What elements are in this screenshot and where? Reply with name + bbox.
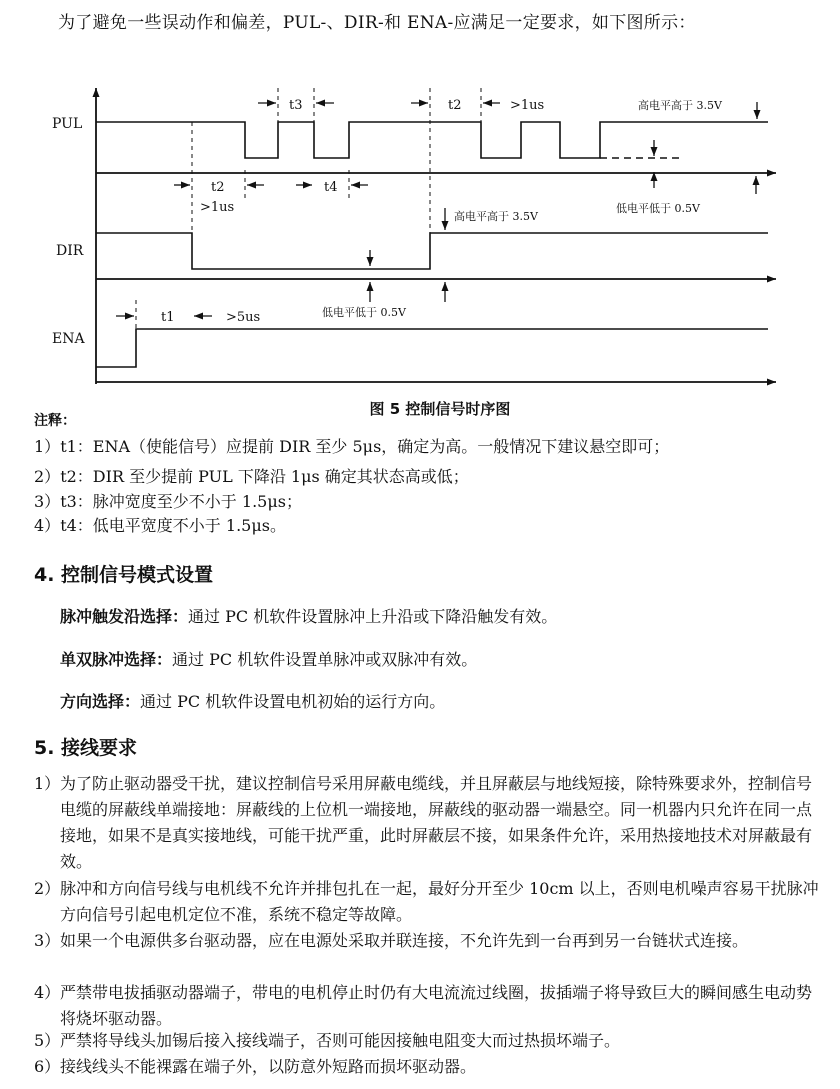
gt1us-low-label: >1us (200, 200, 235, 215)
ena-waveform (96, 329, 768, 367)
gt1us-top-label: >1us (510, 98, 545, 113)
dir-high-level-label: 高电平高于 3.5V (454, 210, 538, 223)
note-number: 2） (34, 467, 61, 486)
mode-label: 脉冲触发沿选择： (60, 607, 189, 626)
note-number: 3） (34, 492, 61, 511)
wiring-text: 严禁带电拔插驱动器端子，带电的电机停止时仍有大电流流过线圈，拔插端子将导致巨大的瞬间感生电动势将烧坏驱动器。 (60, 983, 813, 1028)
wiring-item (34, 1054, 826, 1080)
mode-item (60, 604, 557, 627)
note-text: t3：脉冲宽度至少不小于 1.5μs； (60, 492, 302, 511)
wiring-text: 为了防止驱动器受干扰，建议控制信号采用屏蔽电缆线，并且屏蔽层与地线短接，除特殊要求外，控制信号电缆的屏蔽线单端接地：屏蔽线的上位机一端接地，屏蔽线的驱动器一端悬空。同一机器内只允许在同一点接地，如果不是真实接地线，可能干扰严重，此时屏蔽层不接，如果条件允许，采用热接地技术对屏蔽最有效。 (60, 774, 813, 871)
wiring-text: 脉冲和方向信号线与电机线不允许并排包扎在一起，最好分开至少 10cm 以上，否则电机噪声容易干扰脉冲方向信号引起电机定位不准，系统不稳定等故障。 (60, 879, 819, 924)
wiring-number: 1） (34, 774, 61, 793)
pul-high-level-label: 高电平高于 3.5V (638, 99, 722, 112)
pul-signal-label: PUL (52, 116, 83, 132)
note-number: 4） (34, 516, 61, 535)
note-number: 1） (34, 437, 61, 456)
pul-low-level-label: 低电平低于 0.5V (616, 202, 700, 215)
wiring-item (34, 771, 826, 875)
note-item (34, 464, 469, 487)
wiring-number: 4） (34, 983, 61, 1002)
mode-item (60, 689, 445, 712)
ena-signal-label: ENA (52, 331, 85, 347)
mode-label: 单双脉冲选择： (60, 650, 173, 669)
t4-label: t4 (324, 180, 338, 195)
wiring-number: 5） (34, 1031, 61, 1050)
dir-signal-label: DIR (56, 243, 84, 259)
mode-text: 通过 PC 机软件设置单脉冲或双脉冲有效。 (172, 650, 478, 669)
wiring-number: 3） (34, 931, 61, 950)
section-5-heading: 5. 接线要求 (34, 737, 138, 759)
wiring-text: 接线线头不能裸露在端子外，以防意外短路而损坏驱动器。 (60, 1057, 477, 1076)
wiring-number: 6） (34, 1057, 61, 1076)
mode-label: 方向选择： (60, 692, 141, 711)
wiring-item (34, 876, 826, 928)
notes-title: 注释： (34, 413, 76, 429)
wiring-text: 严禁将导线头加锡后接入接线端子，否则可能因接触电阻变大而过热损坏端子。 (60, 1031, 621, 1050)
note-item (34, 489, 302, 512)
section-4-heading: 4. 控制信号模式设置 (34, 564, 214, 586)
dir-waveform (96, 233, 768, 269)
t3-label: t3 (289, 98, 303, 113)
pul-waveform (96, 122, 768, 158)
note-text: t4：低电平宽度不小于 1.5μs。 (60, 516, 286, 535)
note-text: t1：ENA（使能信号）应提前 DIR 至少 5μs，确定为高。一般情况下建议悬空即可； (60, 437, 670, 456)
figure-caption: 图 5 控制信号时序图 (369, 400, 511, 418)
wiring-text: 如果一个电源供多台驱动器，应在电源处采取并联连接，不允许先到一台再到另一台链状式连接。 (60, 931, 749, 950)
mode-item (60, 647, 477, 670)
intro-text: 为了避免一些误动作和偏差，PUL-、DIR-和 ENA-应满足一定要求，如下图所示： (58, 13, 696, 33)
t1-label: t1 (161, 310, 175, 325)
dir-low-level-label: 低电平低于 0.5V (322, 306, 406, 319)
mode-text: 通过 PC 机软件设置脉冲上升沿或下降沿触发有效。 (188, 607, 558, 626)
note-text: t2：DIR 至少提前 PUL 下降沿 1μs 确定其状态高或低； (60, 467, 469, 486)
t2-low-label: t2 (211, 180, 225, 195)
note-item (34, 434, 669, 457)
gt5us-label: >5us (226, 310, 261, 325)
t2-top-label: t2 (448, 98, 462, 113)
mode-text: 通过 PC 机软件设置电机初始的运行方向。 (140, 692, 446, 711)
wiring-item (34, 980, 826, 1032)
wiring-number: 2） (34, 879, 61, 898)
note-item (34, 513, 286, 536)
wiring-item (34, 1028, 826, 1054)
timing-diagram (0, 80, 840, 390)
timing-guides (136, 88, 481, 330)
wiring-item (34, 928, 826, 954)
